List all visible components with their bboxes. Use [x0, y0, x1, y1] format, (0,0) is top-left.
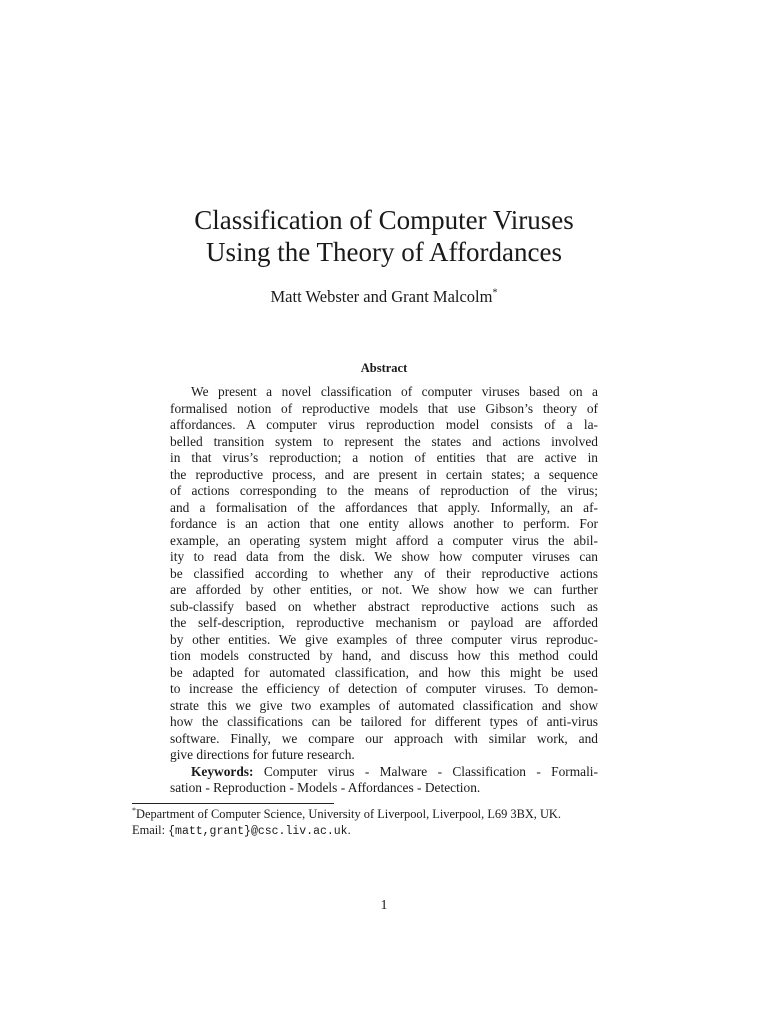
keywords-text-1: Computer virus - Malware - Classification - Formali-	[263, 763, 598, 779]
abstract-line: and a formalisation of the affordances that apply. Informally, an af-	[170, 499, 598, 515]
abstract-line: are afforded by other entities, or not. We show how we can further	[170, 582, 598, 597]
abstract-line: the self-description, reproductive mechanism or payload are afforded	[170, 615, 598, 630]
abstract-line: affordances. A computer virus reproduction model consists of a la-	[170, 417, 598, 432]
author-footnote-marker: *	[492, 287, 498, 299]
footnote-affiliation-text: Department of Computer Science, University of Liverpool, Liverpool, L69 3BX, UK.	[136, 807, 561, 821]
abstract-line: sub-classify based on whether abstract reproductive actions such as	[170, 598, 598, 614]
abstract-line: the reproductive process, and are present in certain states; a sequence	[170, 466, 598, 482]
footnote-email-prefix: Email:	[132, 823, 169, 837]
paper-title-line-2: Using the Theory of Affordances	[206, 237, 562, 267]
abstract-line: tion models constructed by hand, and discuss how this method could	[170, 648, 598, 663]
footnote-rule	[132, 803, 334, 804]
footnote-email: {matt,grant}@csc.liv.ac.uk	[168, 825, 348, 838]
abstract-body	[170, 384, 598, 797]
abstract-line: software. Finally, we compare our approach with similar work, and	[170, 730, 598, 746]
abstract-line: to increase the efficiency of detection of computer viruses. To demon-	[170, 681, 598, 696]
keywords-line-2: sation - Reproduction - Models - Affordances - Detection.	[170, 780, 481, 795]
abstract-line: of actions corresponding to the means of reproduction of the virus;	[170, 483, 598, 498]
abstract-line: by other entities. We give examples of three computer virus reproduc-	[170, 631, 598, 647]
abstract-line: formalised notion of reproductive models that use Gibson’s theory of	[170, 400, 598, 416]
abstract-line: ity to read data from the disk. We show how computer viruses can	[170, 549, 598, 564]
abstract-line: example, an operating system might afford a computer virus the abil-	[170, 532, 598, 548]
keywords-line-1	[170, 764, 598, 781]
abstract-line: fordance is an action that one entity allows another to perform. For	[170, 516, 598, 531]
author-list	[0, 287, 768, 307]
footnote	[132, 806, 642, 840]
paper-title	[0, 204, 768, 268]
abstract-line: how the classifications can be tailored for different types of anti-virus	[170, 714, 598, 729]
footnote-marker: *	[132, 805, 136, 815]
abstract-line: be adapted for automated classification, and how this might be used	[170, 664, 598, 680]
abstract-line: in that virus’s reproduction; a notion of entities that are active in	[170, 450, 598, 465]
footnote-email-line	[132, 822, 642, 840]
keywords-label: Keywords:	[191, 763, 254, 779]
abstract-line: belled transition system to represent the states and actions involved	[170, 433, 598, 449]
footnote-affiliation	[132, 806, 642, 822]
paper-title-line-1: Classification of Computer Viruses	[194, 205, 574, 235]
abstract-line: be classified according to whether any of their reproductive actions	[170, 565, 598, 581]
abstract-line: We present a novel classification of computer viruses based on a	[191, 384, 598, 399]
abstract-line: give directions for future research.	[170, 747, 355, 762]
abstract-heading: Abstract	[360, 361, 408, 375]
footnote-email-suffix: .	[347, 823, 351, 837]
page-number: 1	[380, 898, 388, 913]
abstract-line: strate this we give two examples of automated classification and show	[170, 697, 598, 713]
author-names: Matt Webster and Grant Malcolm	[270, 287, 493, 306]
